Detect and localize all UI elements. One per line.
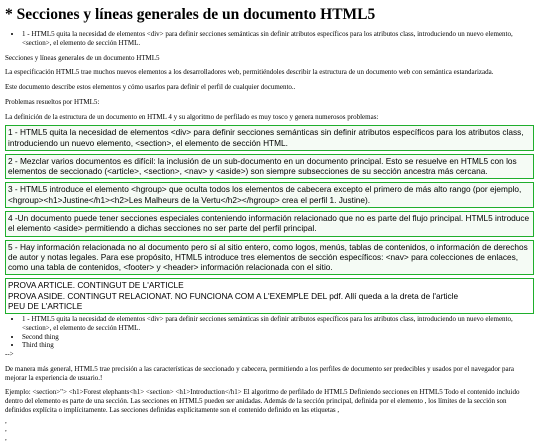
problem-box-4: 4 -Un documento puede tener secciones especiales conteniendo información relacionado que no es parte del flujo principal. HTML5 introduce el elemento <aside> permitiendo a dichas secciones no ser parte del perfil principal. [5, 211, 534, 237]
comment-end: --> [5, 350, 14, 359]
aside-line: PROVA ASIDE. CONTINGUT RELACIONAT. NO FUNCIONA COM A L'EXEMPLE DEL pdf. Allí queda a la dreta de l'article [8, 290, 459, 301]
page-title: * Secciones y líneas generales de un documento HTML5 [5, 6, 376, 23]
paragraph-problems: Problemas resueltos por HTML5: [5, 97, 100, 106]
list-item: • 1 - HTML5 quita la necesidad de elementos <div> para definir secciones semánticas sin definir atributos específicos para los atributos class, introduciendo un nuevo elemento, <section>, el elemento de sección HTML. [22, 315, 534, 333]
paragraph-describes: Este documento describe estos elementos y cómo usarlos para definir el perfil de cualquier documento.. [5, 83, 296, 92]
list-item: • Third thing [22, 341, 534, 350]
footer-line: PEU DE L'ARTICLE [8, 300, 83, 311]
paragraph-heading: Secciones y líneas generales de un documento HTML5 [5, 53, 160, 62]
trailing-mark: , [5, 425, 7, 434]
paragraph-general: De manera más general, HTML5 trae precisión a las características de seccionado y cabecera, permitiendo a los perfiles de documento ser predecibles y usados por el navegador para mejorar la experiencia de usuario.! [5, 364, 515, 382]
trailing-mark: , [5, 434, 7, 443]
problem-box-3: 3 - HTML5 introduce el elemento <hgroup> que oculta todos los elementos de cabecera excepto el primero de más alto rango (por ejemplo, <hgroup><h1>Justine</h1><h2>Les Malheurs de la Vertu</h2></hgroup> crea el perfil 1. Justine). [5, 182, 534, 208]
article-test-box [5, 278, 534, 314]
problem-box-1: 1 - HTML5 quita la necesidad de elementos <div> para definir secciones semánticas sin definir atributos específicos para los atributos class, introduciendo un nuevo elemento, <section>, el elemento de sección HTML. [5, 125, 534, 151]
paragraph-spec: La especificación HTML5 trae muchos nuevos elementos a los desarrolladores web, permitiéndoles describir la estructura de un documento web con semántica estandarizada. [5, 68, 494, 77]
paragraph-example: Ejemplo: <section>"> <h1>Forest elephants<h1> <section> <h1>Introduction</h1> El algoritmo de perfilado de HTML5 Definiendo secciones en HTML5 Todo el contenido incluido dentro del elemento es parte de una sección. Las secciones en HTML5 pueden ser anidadas. Además de la sección principal, definida por el elemento , los límites de la sección son definidos explícita o implícitamente. Las secciones definidas explícitamente son el contenido definido en las etiquetas , [5, 388, 520, 414]
problem-box-2: 2 - Mezclar varios documentos es difícil: la inclusión de un sub-documento en un documento principal. Esto se resuelve en HTML5 con los elementos de seccionado (<article>, <section>, <nav> y <aside>) son siempre subsecciones de su sección ancestra más cercana. [5, 154, 534, 180]
problem-box-5: 5 - Hay información relacionada no al documento pero sí al sitio entero, como logos, menús, tablas de contenidos, o información de derechos de autor y notas legales. Para ese propósito, HTML5 introduce tres elementos de sección específicos: <nav> para colecciones de enlaces, como una tabla de contenidos, <footer> y <header> información relacionada con el sitio. [5, 240, 534, 276]
intro-list [5, 30, 534, 48]
trailing-mark: , [5, 416, 7, 425]
article-line: PROVA ARTICLE. CONTINGUT DE L'ARTICLE [8, 280, 184, 291]
list-item: • 1 - HTML5 quita la necesidad de elementos <div> para definir secciones semánticas sin definir atributos específicos para los atributos class, introduciendo un nuevo elemento, <section>, el elemento de sección HTML. [22, 30, 534, 48]
list-item: • Second thing [22, 333, 534, 342]
after-list [5, 315, 534, 350]
paragraph-definition: La definición de la estructura de un documento en HTML 4 y su algoritmo de perfilado es muy tosco y genera numerosos problemas: [5, 112, 379, 121]
